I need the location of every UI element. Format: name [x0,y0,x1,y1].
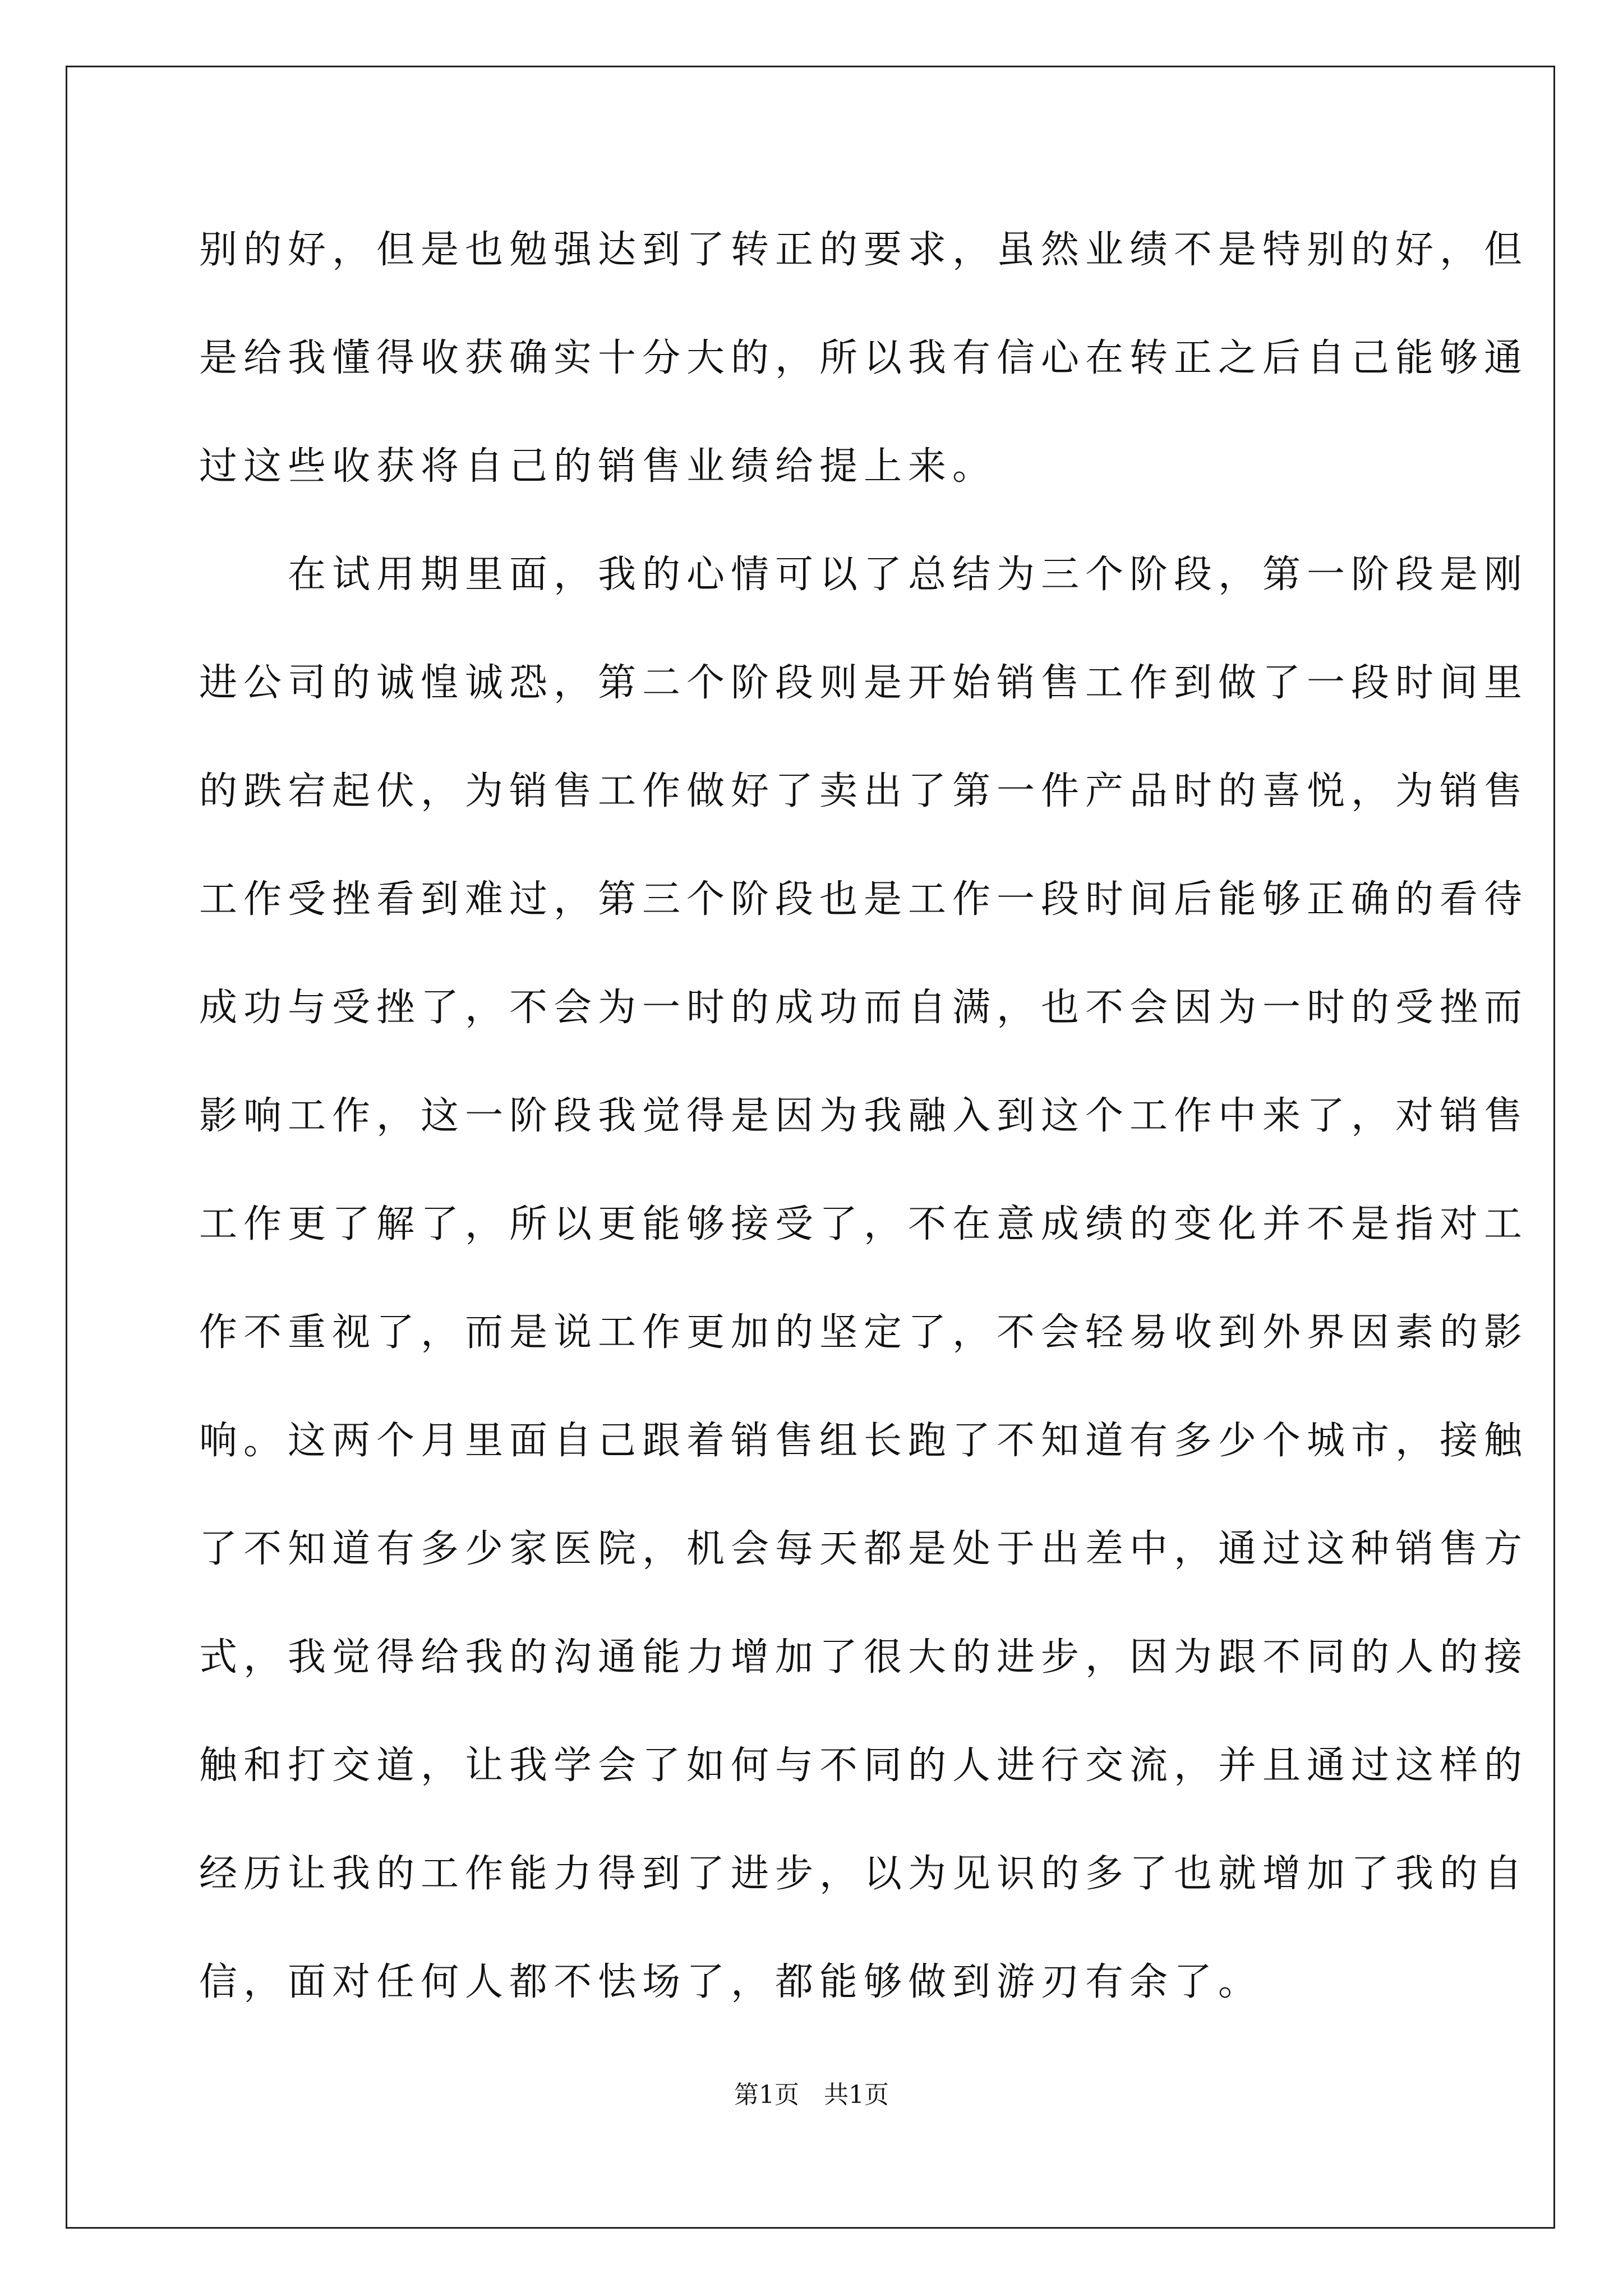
text-line: 触和打交道，让我学会了如何与不同的人进行交流，并且通过这样的 [199,1743,1529,1788]
text-line: 了不知道有多少家医院，机会每天都是处于出差中，通过这种销售方 [199,1527,1529,1571]
text-line: 是给我懂得收获确实十分大的，所以我有信心在转正之后自己能够通 [199,336,1529,380]
page-footer: 第1页 共1页 [734,2081,889,2109]
text-line: 作不重视了，而是说工作更加的坚定了，不会轻易收到外界因素的影 [199,1310,1529,1355]
text-line: 式，我觉得给我的沟通能力增加了很大的进步，因为跟不同的人的接 [199,1635,1529,1680]
text-line: 影响工作，这一阶段我觉得是因为我融入到这个工作中来了，对销售 [199,1094,1529,1138]
text-line: 工作更了解了，所以更能够接受了，不在意成绩的变化并不是指对工 [199,1202,1529,1246]
text-line: 在试用期里面，我的心情可以了总结为三个阶段，第一阶段是刚 [199,553,1529,597]
text-line: 的跌宕起伏，为销售工作做好了卖出了第一件产品时的喜悦，为销售 [199,769,1529,813]
text-line: 进公司的诚惶诚恐，第二个阶段则是开始销售工作到做了一段时间里 [199,661,1529,705]
body-text [199,210,1529,2051]
text-line: 响。这两个月里面自己跟着销售组长跑了不知道有多少个城市，接触 [199,1419,1529,1463]
text-line: 成功与受挫了，不会为一时的成功而自满，也不会因为一时的受挫而 [199,986,1529,1030]
text-line: 经历让我的工作能力得到了进步，以为见识的多了也就增加了我的自 [199,1852,1529,1896]
text-line: 过这些收获将自己的销售业绩给提上来。 [199,444,997,489]
text-line: 工作受挫看到难过，第三个阶段也是工作一段时间后能够正确的看待 [199,877,1529,922]
text-line: 别的好，但是也勉强达到了转正的要求，虽然业绩不是特别的好，但 [199,228,1529,272]
text-line: 信，面对任何人都不怯场了，都能够做到游刃有余了。 [199,1960,1263,2004]
